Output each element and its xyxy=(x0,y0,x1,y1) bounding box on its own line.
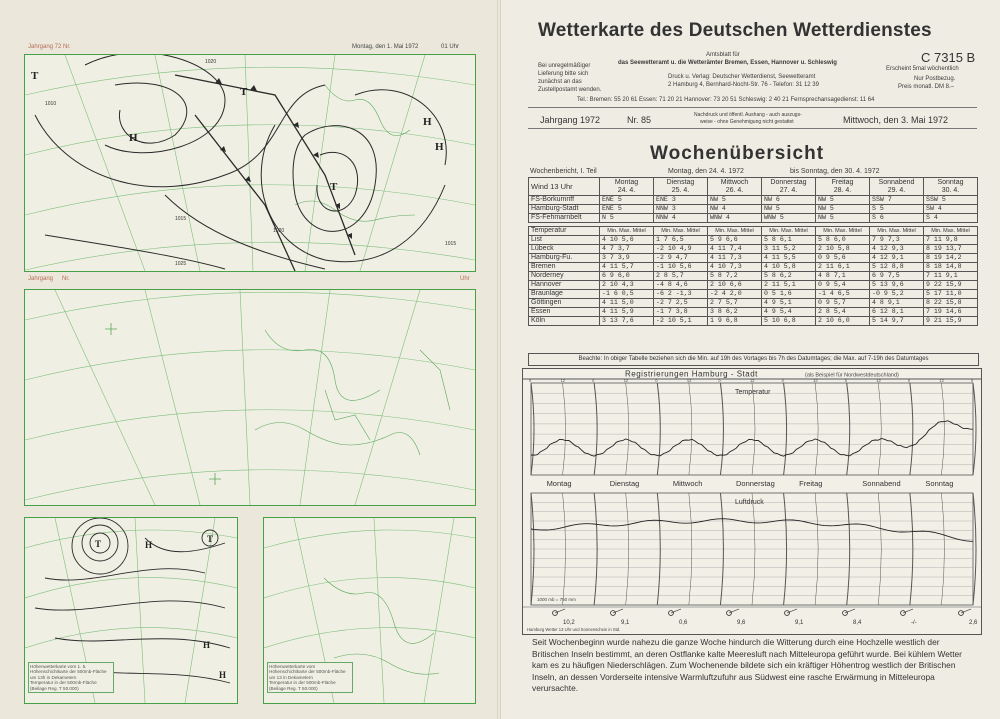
surface-analysis-drawing xyxy=(25,55,475,271)
time-curve xyxy=(752,383,755,475)
table-note: Beachte: In obiger Tabelle beziehen sich die Min. auf 19h des Vortages bis 7h des Datumtages; die Max. auf 7-19h des Datumtages xyxy=(528,353,979,366)
temperature-cell: 4 12 9,3 xyxy=(870,245,924,254)
temperature-cell: 7 9 7,3 xyxy=(870,236,924,245)
day-label: Sonnabend xyxy=(862,479,901,488)
hour-mark: 0 xyxy=(844,378,847,383)
temperature-station: Hannover xyxy=(529,281,600,290)
isobar-label-6: 1015 xyxy=(445,241,457,247)
legend-line: (Beilage Reg. T 50.000) xyxy=(30,685,79,691)
temperature-station: Hamburg-Fu. xyxy=(529,254,600,263)
temperature-cell: -2 4 2,0 xyxy=(708,290,762,299)
temperature-cell: 1 9 6,8 xyxy=(708,317,762,326)
analysis-label-2: H xyxy=(423,116,432,128)
temperature-cell: -0 9 5,2 xyxy=(870,290,924,299)
hour-mark: 0 xyxy=(655,378,658,383)
report-label: Wochenbericht, I. Teil xyxy=(530,168,597,175)
week-summary: Seit Wochenbeginn wurde nahezu die ganze Woche hindurch die Witterung durch eine Hochzelle westlich der Britischen Inseln bestimmt, an deren Ostflanke kalte Meeresluft nach Mitteleuropa geführt wurde. Bei kühlem Wetter kam es zu häufigen Niederschlägen. Zum Wochenende bildete sich ein kräftiger Höhentrog westlich der Britischen Inseln, an dessen Vorderseite intensive Warmluftzufuhr aus Südwest eine rasche Erwärmung in Mitteleuropa verursachte. xyxy=(532,637,962,694)
wind-row xyxy=(529,205,978,214)
publish-info: Nur Postbezug. xyxy=(914,76,956,82)
isobar-label-2: 1020 xyxy=(205,59,217,65)
isobar-label-4: 1025 xyxy=(175,261,187,267)
surface-analysis-map xyxy=(24,54,476,272)
issue-volume: Jahrgang 1972 xyxy=(540,115,601,125)
temperature-cell: 5 8 7,2 xyxy=(708,272,762,281)
temp-subheader: Min. Max. Mittel xyxy=(816,227,870,236)
day-label: Sonntag xyxy=(925,479,954,488)
time-curve xyxy=(910,383,913,475)
printer-line: Druck u. Verlag: Deutscher Wetterdienst, Seewetteramt xyxy=(668,74,816,80)
hour-mark: 0 xyxy=(592,378,595,383)
temp-subheader: Min. Max. Mittel xyxy=(924,227,978,236)
temperature-cell: -4 8 4,6 xyxy=(654,281,708,290)
map-time: 01 Uhr xyxy=(441,44,460,50)
day-label: Mittwoch xyxy=(672,479,703,488)
registration-charts xyxy=(523,369,981,634)
legend-line: um 13h in Dekametern xyxy=(30,674,77,680)
day-label: Donnerstag xyxy=(736,479,775,488)
wind-cell: NW 5 xyxy=(708,196,762,205)
temperature-station: Köln xyxy=(529,317,600,326)
day-date: 29. 4. xyxy=(887,186,906,194)
temperature-rows xyxy=(529,236,978,326)
sunshine-hours: -/- xyxy=(911,620,917,626)
legend-line: Temperatur in der 500mb-Fläche xyxy=(30,680,97,686)
temperature-cell: 5 8 6,1 xyxy=(762,236,816,245)
sunshine-hours: 9,6 xyxy=(737,620,746,626)
temperature-cell: 4 11 5,9 xyxy=(600,308,654,317)
sunshine-hours: 0,6 xyxy=(679,620,688,626)
phone-numbers: Tel.: Bremen: 55 20 61 Essen: 71 20 21 Hannover: 73 20 51 Schleswig: 2 40 21 Fernsprechansagedienst: 11 64 xyxy=(577,97,875,103)
week-overview-title: Wochenübersicht xyxy=(650,143,825,164)
legend-line: Höhenschichtkarte der 500mb-Fläche xyxy=(269,669,346,675)
temperature-cell: 4 8 7,1 xyxy=(816,272,870,281)
analysis-label-3: T xyxy=(330,181,338,193)
temperature-cell: 9 22 15,9 xyxy=(924,281,978,290)
analysis-label-6: T xyxy=(31,70,39,82)
temperature-station: List xyxy=(529,236,600,245)
temperature-cell: 5 13 9,6 xyxy=(870,281,924,290)
time-curve xyxy=(657,383,660,475)
temp-subheader: Min. Max. Mittel xyxy=(762,227,816,236)
mail-note-line: zunächst an das xyxy=(538,79,582,85)
isobar-label-1: 1015 xyxy=(175,216,187,222)
day-name: Mittwoch xyxy=(720,178,749,186)
wind-cell: NW 5 xyxy=(816,196,870,205)
official-gazette-offices: das Seewetteramt u. die Wetterämter Bremen, Essen, Hannover u. Schleswig xyxy=(618,60,837,66)
map-date: Montag, den 1. Mai 1972 xyxy=(352,44,419,50)
registration-panel xyxy=(522,368,982,635)
wind-cell: S 5 xyxy=(870,205,924,214)
hour-mark: 12 xyxy=(876,378,881,383)
time-curve xyxy=(815,383,818,475)
temperature-cell: 6 9 6,0 xyxy=(600,272,654,281)
blank-map-drawing xyxy=(25,290,475,505)
hour-mark: 0 xyxy=(529,378,532,383)
reprint-note: weise - ohne Genehmigung nicht gestattet xyxy=(700,119,794,125)
wind-cell: WNW 5 xyxy=(762,214,816,223)
sunshine-hours: 9,1 xyxy=(621,620,630,626)
day-header xyxy=(870,178,924,196)
wind-cell: S 4 xyxy=(924,214,978,223)
temp-subheader: Min. Max. Mittel xyxy=(870,227,924,236)
temperature-cell: 2 10 5,8 xyxy=(816,245,870,254)
temperature-header: Temperatur xyxy=(529,227,600,236)
temperature-cell: 2 11 5,1 xyxy=(762,281,816,290)
temperature-cell: 5 10 6,8 xyxy=(762,317,816,326)
temperature-station: Essen xyxy=(529,308,600,317)
temperature-label: Temperatur xyxy=(735,389,771,396)
hour-mark: 0 xyxy=(907,378,911,383)
day-date: 25. 4. xyxy=(671,186,690,194)
temperature-cell: 2 10 4,3 xyxy=(600,281,654,290)
temperature-cell: 8 19 13,7 xyxy=(924,245,978,254)
sunshine-hours: 2,6 xyxy=(969,620,978,626)
temperature-header-row xyxy=(529,227,978,236)
temperature-cell: 4 8 9,1 xyxy=(870,299,924,308)
registration-subtitle: (als Beispiel für Nordwestdeutschland) xyxy=(805,372,899,379)
day-name: Dienstag xyxy=(666,178,695,186)
temperature-row xyxy=(529,254,978,263)
temperature-cell: 8 19 14,2 xyxy=(924,254,978,263)
upper-air-blank-legend xyxy=(267,662,353,693)
temperature-cell: 5 17 11,0 xyxy=(924,290,978,299)
time-curve xyxy=(878,383,881,475)
temperature-cell: 1 7 6,5 xyxy=(654,236,708,245)
time-curve xyxy=(563,383,566,475)
temperature-cell: 0 9 5,7 xyxy=(816,299,870,308)
hour-mark: 0 xyxy=(781,378,784,383)
time-curve xyxy=(847,383,850,475)
temperature-cell: 4 12 9,1 xyxy=(870,254,924,263)
wind-cell: NW 6 xyxy=(762,196,816,205)
wind-cell: SW 4 xyxy=(924,205,978,214)
wind-cell: NNW 4 xyxy=(654,214,708,223)
temperature-cell: 2 10 6,0 xyxy=(816,317,870,326)
day-header xyxy=(816,178,870,196)
mail-note-line: Bei unregelmäßiger xyxy=(538,63,591,69)
wind-cell: S 6 xyxy=(870,214,924,223)
temperature-cell: 4 11 5,7 xyxy=(600,263,654,272)
time-curve xyxy=(594,383,597,475)
day-label: Dienstag xyxy=(609,479,640,488)
temperature-cell: 4 9 5,1 xyxy=(762,299,816,308)
day-name: Sonnabend xyxy=(878,178,915,186)
temperature-station: Bremen xyxy=(529,263,600,272)
temperature-cell: -1 4 6,5 xyxy=(816,290,870,299)
time-curve xyxy=(941,383,944,475)
pressure-scale-note: 1000 mb = 750 mm xyxy=(537,597,576,602)
blank-volume-label: Jahrgang xyxy=(28,276,54,282)
time-curve xyxy=(689,383,692,475)
temperature-cell: 5 12 8,8 xyxy=(870,263,924,272)
blank-base-map xyxy=(24,289,476,506)
day-header xyxy=(708,178,762,196)
wind-cell: ENE 3 xyxy=(654,196,708,205)
temperature-row xyxy=(529,308,978,317)
official-gazette-label: Amtsblatt für xyxy=(706,52,740,58)
temperature-cell: 2 7 5,7 xyxy=(708,299,762,308)
temperature-cell: 7 11 9,8 xyxy=(924,236,978,245)
temp-subheader: Min. Max. Mittel xyxy=(708,227,762,236)
hour-mark: 12 xyxy=(560,378,566,383)
wind-row xyxy=(529,196,978,205)
footer-note: Hamburg Wetter 13 Uhr und Sonnenschein in Std. xyxy=(527,627,621,632)
temperature-station: Lübeck xyxy=(529,245,600,254)
analysis-label-4: T xyxy=(240,86,248,98)
publish-info: Erscheint 5mal wöchentlich xyxy=(886,66,959,72)
issue-rule xyxy=(528,128,977,129)
temperature-cell: 0 5 1,6 xyxy=(762,290,816,299)
wind-station: FS-Borkumriff xyxy=(529,196,600,205)
registration-title: Registrierungen Hamburg - Stadt xyxy=(625,369,758,379)
pressure-label: Luftdruck xyxy=(735,499,764,506)
day-date: 24. 4. xyxy=(617,186,636,194)
temperature-cell: 4 10 7,3 xyxy=(708,263,762,272)
legend-line: Höhenwetterkarte vom 1. 5. xyxy=(30,664,87,669)
legend-line: Temperatur in der 500mb-Fläche xyxy=(269,680,336,686)
day-name: Donnerstag xyxy=(770,178,807,186)
time-curve xyxy=(973,493,976,605)
wind-cell: NW 4 xyxy=(708,205,762,214)
hour-mark: 0 xyxy=(718,378,721,383)
hour-mark: 12 xyxy=(686,378,692,383)
temperature-cell: 3 11 5,2 xyxy=(762,245,816,254)
wind-header: Wind 13 Uhr xyxy=(529,178,600,196)
printer-line: 2 Hamburg 4, Bernhard-Nocht-Str. 76 - Telefon: 31 12 39 xyxy=(668,82,819,88)
temperature-station: Göttingen xyxy=(529,299,600,308)
temperature-cell: 6 12 8,1 xyxy=(870,308,924,317)
temperature-cell: 9 21 15,9 xyxy=(924,317,978,326)
temp-subheader: Min. Max. Mittel xyxy=(600,227,654,236)
sunshine-hours: 8,4 xyxy=(853,620,862,626)
upper-air-map-filled xyxy=(24,517,238,704)
day-label: Freitag xyxy=(799,479,823,488)
day-name: Freitag xyxy=(831,178,854,186)
temp-subheader: Min. Max. Mittel xyxy=(654,227,708,236)
time-curve xyxy=(720,383,723,475)
hour-mark: 12 xyxy=(750,378,755,383)
hour-mark: 12 xyxy=(939,378,944,383)
temperature-cell: -1 6 0,5 xyxy=(600,290,654,299)
temperature-cell: 4 11 5,5 xyxy=(762,254,816,263)
time-curve xyxy=(784,383,787,475)
temperature-row xyxy=(529,290,978,299)
sunshine-hours: 9,1 xyxy=(795,620,804,626)
left-nr-label: Nr. xyxy=(63,44,71,50)
day-date: 30. 4. xyxy=(941,186,960,194)
issue-number: Nr. 85 xyxy=(627,115,652,125)
center-fold xyxy=(497,0,501,719)
upper-air-label-3: H xyxy=(145,540,153,550)
temperature-cell: 4 11 5,0 xyxy=(600,299,654,308)
temperature-cell: 7 19 14,6 xyxy=(924,308,978,317)
reprint-note: Nachdruck und öffentl. Aushang - auch auszugs- xyxy=(694,112,802,118)
day-date: 27. 4. xyxy=(779,186,798,194)
wind-cell: N 5 xyxy=(600,214,654,223)
header-rule xyxy=(528,107,977,108)
mail-note-line: Zustellpostamt wenden. xyxy=(538,87,602,93)
wind-row xyxy=(529,214,978,223)
temperature-cell: -2 10 5,1 xyxy=(654,317,708,326)
day-header xyxy=(654,178,708,196)
wind-station: FS-Fehmarnbelt xyxy=(529,214,600,223)
upper-air-label-2: T xyxy=(95,539,102,549)
wind-cell: NNW 3 xyxy=(654,205,708,214)
wind-station: Hamburg-Stadt xyxy=(529,205,600,214)
temperature-row xyxy=(529,272,978,281)
temperature-cell: 2 8 5,7 xyxy=(654,272,708,281)
wind-cell: NW 5 xyxy=(762,205,816,214)
analysis-label-5: H xyxy=(435,141,444,153)
wind-cell: NW 5 xyxy=(816,214,870,223)
day-header xyxy=(762,178,816,196)
temperature-cell: 5 9 6,6 xyxy=(708,236,762,245)
hour-mark: 12 xyxy=(623,378,629,383)
hour-mark: 0 xyxy=(971,378,974,383)
temperature-cell: -2 10 4,9 xyxy=(654,245,708,254)
temperature-cell: 6 9 7,5 xyxy=(870,272,924,281)
page-title: Wetterkarte des Deutschen Wetterdienstes xyxy=(538,20,932,41)
temperature-cell: 3 8 6,2 xyxy=(708,308,762,317)
day-date: 28. 4. xyxy=(833,186,852,194)
temperature-row xyxy=(529,236,978,245)
upper-air-legend xyxy=(28,662,114,693)
blank-time-label: Uhr xyxy=(460,276,470,282)
sunshine-hours: 10,2 xyxy=(563,620,575,626)
temperature-cell: 3 13 7,6 xyxy=(600,317,654,326)
temperature-cell: 4 10 5,6 xyxy=(600,236,654,245)
temperature-cell: 4 7 3,7 xyxy=(600,245,654,254)
wind-cell: NW 5 xyxy=(816,205,870,214)
temperature-row xyxy=(529,245,978,254)
temperature-cell: 0 9 5,6 xyxy=(816,254,870,263)
temperature-cell: 3 7 3,9 xyxy=(600,254,654,263)
temperature-cell: 8 22 15,8 xyxy=(924,299,978,308)
temperature-cell: 2 8 5,4 xyxy=(816,308,870,317)
temperature-cell: 4 10 5,8 xyxy=(762,263,816,272)
temperature-row xyxy=(529,281,978,290)
legend-line: Höhenschichtkarte der 500mb-Fläche xyxy=(30,669,107,675)
legend-line: (Beilage Reg. T 50.000) xyxy=(269,685,318,691)
left-volume-label: Jahrgang 72 xyxy=(28,44,62,50)
temperature-cell: 5 8 6,2 xyxy=(762,272,816,281)
table-header-row xyxy=(529,178,978,196)
upper-air-label-5: T xyxy=(207,534,214,544)
temperature-row xyxy=(529,317,978,326)
temperature-cell: 7 11 9,1 xyxy=(924,272,978,281)
isobar-label-5: 1010 xyxy=(45,101,57,107)
wind-cell: WNW 4 xyxy=(708,214,762,223)
time-curve xyxy=(531,383,534,475)
temperature-cell: 2 10 6,6 xyxy=(708,281,762,290)
day-name: Sonntag xyxy=(937,178,964,186)
day-date: 26. 4. xyxy=(725,186,744,194)
time-curve xyxy=(626,383,629,475)
upper-air-label-4: H xyxy=(219,670,227,680)
upper-air-label-1: H xyxy=(203,640,211,650)
publish-info: Preis monatl. DM 8.– xyxy=(898,84,955,90)
isobar-label-3: 1020 xyxy=(273,228,285,234)
report-to: bis Sonntag, den 30. 4. 1972 xyxy=(790,168,880,175)
blank-nr-label: Nr. xyxy=(62,276,70,282)
day-label: Montag xyxy=(546,479,572,488)
temperature-cell: 5 8 6,0 xyxy=(816,236,870,245)
day-header xyxy=(600,178,654,196)
temperature-station: Norderney xyxy=(529,272,600,281)
upper-air-map-blank xyxy=(263,517,476,704)
legend-line: Höhenwetterkarte vom xyxy=(269,664,316,669)
temperature-row xyxy=(529,263,978,272)
temperature-cell: -6 2 -1,3 xyxy=(654,290,708,299)
hour-mark: 12 xyxy=(813,378,818,383)
temperature-cell: -1 7 3,8 xyxy=(654,308,708,317)
publication-code: C 7315 B xyxy=(921,50,976,65)
temperature-cell: -2 9 4,7 xyxy=(654,254,708,263)
wind-cell: SSW 7 xyxy=(870,196,924,205)
temperature-row xyxy=(529,299,978,308)
temperature-cell: 0 9 5,4 xyxy=(816,281,870,290)
temperature-cell: -2 7 2,5 xyxy=(654,299,708,308)
temperature-cell: 4 11 7,3 xyxy=(708,254,762,263)
report-from: Montag, den 24. 4. 1972 xyxy=(668,168,744,175)
wind-rows xyxy=(529,196,978,223)
wind-cell: ENE 5 xyxy=(600,205,654,214)
weather-table xyxy=(528,177,978,326)
issue-date: Mittwoch, den 3. Mai 1972 xyxy=(843,115,949,125)
analysis-label-1: H xyxy=(129,132,138,144)
temperature-cell: -1 10 5,6 xyxy=(654,263,708,272)
wind-cell: ENE 5 xyxy=(600,196,654,205)
temperature-cell: 2 11 6,1 xyxy=(816,263,870,272)
temperature-cell: 5 14 9,7 xyxy=(870,317,924,326)
temperature-cell: 4 9 5,4 xyxy=(762,308,816,317)
day-header xyxy=(924,178,978,196)
temperature-cell: 8 18 14,8 xyxy=(924,263,978,272)
legend-line: um 13 in Dekametern xyxy=(269,674,313,680)
temperature-station: Braunlage xyxy=(529,290,600,299)
temperature-cell: 4 11 7,4 xyxy=(708,245,762,254)
mail-note-line: Lieferung bitte sich xyxy=(538,71,589,77)
time-curve xyxy=(973,383,976,475)
day-name: Montag xyxy=(614,178,639,186)
wind-cell: SSW 5 xyxy=(924,196,978,205)
